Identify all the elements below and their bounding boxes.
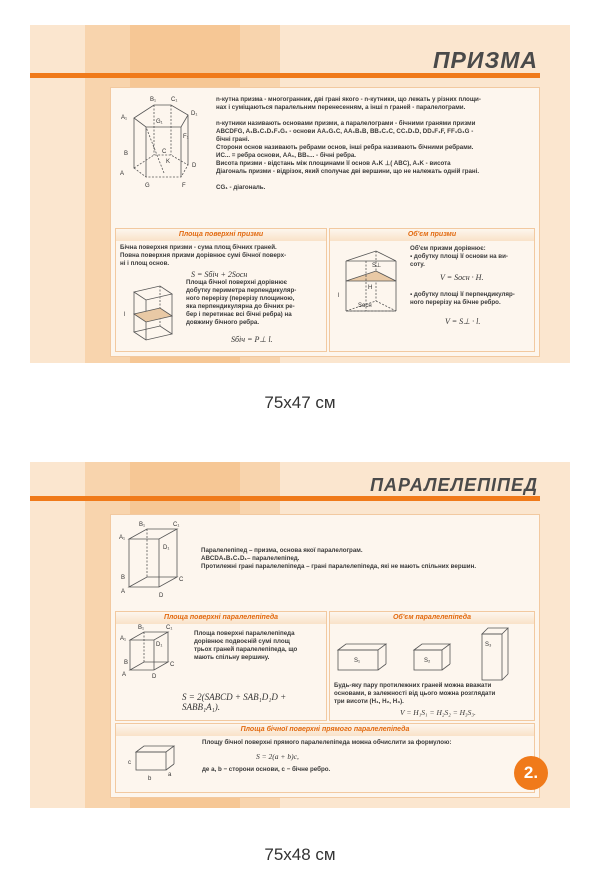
- volume-line: ▪ добутку площі її основи на ви-: [410, 253, 508, 260]
- area-line: мають спільну вершину.: [194, 654, 270, 661]
- svg-text:H: H: [368, 285, 373, 291]
- definition-line: Діагональ призми - відрізок, який сполучає дві вершини, що не належать одній грані.: [216, 168, 480, 175]
- definition-line: ABCDA₁B₁C₁D₁– паралелепіпед.: [201, 555, 300, 562]
- svg-text:A: A: [121, 589, 126, 595]
- svg-text:B₁: B₁: [150, 97, 157, 103]
- area-text-2: [186, 279, 324, 327]
- area-line: ні і площ основ.: [120, 260, 170, 267]
- svg-text:D₁: D₁: [191, 111, 198, 117]
- parallelepiped-definition: [201, 547, 535, 571]
- area-line: яка перпендикулярна до бічних ре-: [186, 303, 295, 310]
- volume-text-2: [410, 291, 532, 307]
- volume-formula: V = H₁S₁ = H₂S₂ = H₃S₃.: [400, 708, 476, 717]
- section-header: Площа поверхні паралелепіпеда: [116, 612, 326, 624]
- area-figure: [122, 626, 182, 686]
- definition-line: ИС... = ребра основи, AA₁, BB₁... - бічні ребра.: [216, 152, 357, 159]
- prism-volume-figure: [336, 247, 406, 327]
- definition-line: CG₁ - діагональ.: [216, 184, 266, 191]
- definition-line: ABCDFG, A₁B₁C₁D₁F₁G₁ - основи AA₁G₁C, AA₁B₁B, BB₁C₁C, CC₁D₁D, DD₁F₁F, FF₁G₁G -: [216, 128, 474, 135]
- svg-text:G₁: G₁: [156, 119, 163, 125]
- prism-definition: [216, 96, 534, 192]
- svg-text:A₁: A₁: [119, 535, 126, 541]
- area-line: трьох граней паралелепіпеда, що: [194, 646, 298, 653]
- area-line: Площа поверхні паралелепіпеда: [194, 630, 295, 637]
- volume-line: ▪ добутку площі її перпендикуляр-: [410, 291, 515, 298]
- area-line: добутку периметра перпендикуляр-: [186, 287, 297, 294]
- prism-section-figure: [122, 284, 182, 344]
- svg-text:C: C: [179, 577, 184, 583]
- svg-text:b: b: [148, 776, 152, 782]
- area-line: довжину бічного ребра.: [186, 319, 260, 326]
- svg-text:D₁: D₁: [156, 642, 163, 648]
- poster-title: ПАРАЛЕЛЕПІПЕД: [370, 475, 538, 495]
- definition-line: n-кутники називають основами призми, а паралелограми - бічними гранями призми: [216, 120, 476, 127]
- svg-text:C₁: C₁: [173, 522, 180, 528]
- area-line: Бічна поверхня призми - сума площ бічних граней.: [120, 244, 277, 251]
- parallelepiped-area-panel: [115, 611, 327, 721]
- title-rule: [30, 73, 540, 78]
- svg-text:A: A: [120, 171, 125, 177]
- svg-text:B₁: B₁: [139, 522, 146, 528]
- volume-line: три висоти (H₁, H₂, H₃).: [334, 698, 404, 705]
- prism-volume-panel: [329, 228, 535, 352]
- area-line: бер і перетинає всі бічні ребра) на: [186, 311, 292, 318]
- area-formula: S = Sбіч + 2Sосн: [191, 270, 248, 279]
- poster-title: ПРИЗМА: [433, 47, 538, 73]
- section-header: Об'єм призми: [330, 229, 534, 241]
- area-line: дорівнює подвоєній сумі площ: [194, 638, 290, 645]
- content-panel: [110, 87, 540, 357]
- definition-line: Сторони основ називають ребрами основ, інші ребра називають бічними ребрами.: [216, 144, 474, 151]
- definition-line: [216, 176, 534, 184]
- prism-area-panel: [115, 228, 327, 352]
- svg-text:B: B: [121, 575, 126, 581]
- svg-text:F: F: [182, 183, 186, 189]
- parallelepiped-volume-panel: [329, 611, 535, 721]
- svg-text:C₁: C₁: [166, 625, 173, 631]
- volume-line: соту.: [410, 261, 425, 268]
- svg-text:S₁: S₁: [354, 658, 361, 664]
- volume-line: ного перерізу на бічне ребро.: [410, 299, 501, 306]
- svg-text:A₁: A₁: [121, 115, 128, 121]
- svg-text:l: l: [124, 312, 126, 318]
- poster-parallelepiped: [30, 462, 570, 808]
- content-panel: [110, 514, 540, 798]
- svg-text:D: D: [152, 674, 157, 680]
- svg-text:A₁: A₁: [120, 636, 127, 642]
- lateral-surface-panel: [115, 723, 535, 793]
- lateral-formula: S = 2(a + b)c,: [256, 752, 299, 761]
- svg-text:B: B: [124, 151, 129, 157]
- section-header: Об'єм паралелепіпеда: [330, 612, 534, 624]
- section-header: Площа поверхні призми: [116, 229, 326, 241]
- definition-line: Протилежні грані паралелепіпеда – грані паралелепіпеда, які не мають спільних вершин.: [201, 563, 477, 570]
- volume-line: Будь-яку пару протилежних граней можна вважати: [334, 682, 492, 689]
- svg-text:S₂: S₂: [424, 658, 431, 664]
- volume-text: [334, 682, 530, 706]
- area-formula: S = 2(SABCD + SAB₁D₁D + SABB₁A₁).: [182, 692, 287, 712]
- section-header: Площа бічної поверхні прямого паралелепіпеда: [116, 724, 534, 736]
- svg-text:S⊥: S⊥: [372, 263, 382, 269]
- svg-text:c: c: [128, 760, 131, 766]
- svg-text:D: D: [159, 593, 164, 599]
- definition-line: [216, 112, 534, 120]
- area-text: [120, 244, 324, 268]
- definition-line: Висота призми - відстань між площинами її основ A₁K ⊥( ABC), A₁K - висота: [216, 160, 451, 167]
- svg-text:l: l: [338, 293, 340, 299]
- svg-text:Sосн: Sосн: [358, 303, 372, 309]
- svg-text:B: B: [124, 660, 129, 666]
- svg-text:C: C: [170, 662, 175, 668]
- lateral-line: Площу бічної поверхні прямого паралелепіпеда можна обчислити за формулою:: [202, 739, 452, 746]
- definition-line: Паралелепіпед – призма, основа якої паралелограм.: [201, 547, 363, 554]
- volume-formula-2: V = S⊥ · l.: [445, 317, 481, 326]
- svg-text:C₁: C₁: [171, 97, 178, 103]
- title-rule: [30, 496, 540, 501]
- lateral-note: де a, b − сторони основи, c − бічне ребро.: [202, 766, 331, 773]
- svg-text:D: D: [192, 163, 197, 169]
- area-line: Повна поверхня призми дорівнює сумі бічної поверх-: [120, 252, 287, 259]
- svg-text:K: K: [166, 159, 171, 165]
- area-text: [194, 630, 324, 662]
- poster-size-label: 75x48 см: [264, 845, 336, 864]
- svg-text:a: a: [168, 772, 172, 778]
- svg-text:F₁: F₁: [183, 134, 189, 140]
- box-figure: [126, 742, 186, 782]
- definition-line: нах і суміщаються паралельним перенесенням, а інші n граней - паралелограми.: [216, 104, 466, 111]
- volume-line: основами, в залежності від цього можна розглядати: [334, 690, 496, 697]
- poster-prism: [30, 25, 570, 363]
- lateral-area-formula: Sбіч = P⊥ l.: [231, 335, 273, 344]
- volume-formula: V = Sосн · H.: [440, 273, 484, 282]
- svg-text:C: C: [162, 149, 167, 155]
- svg-text:G: G: [145, 183, 150, 189]
- lateral-text: [202, 739, 532, 747]
- volume-text: [410, 245, 532, 269]
- svg-text:D₁: D₁: [163, 545, 170, 551]
- poster-size-label: 75x47 см: [264, 393, 336, 412]
- poster-number-badge: 2.: [514, 756, 548, 790]
- svg-text:A: A: [122, 672, 127, 678]
- prism-figure: [116, 93, 216, 193]
- volume-figures: [332, 626, 532, 686]
- area-line: Площа бічної поверхні дорівнює: [186, 279, 288, 286]
- volume-line: Об'єм призми дорівнює:: [410, 245, 486, 252]
- definition-line: бічні грані.: [216, 136, 250, 143]
- area-line: ного перерізу (перерізу площиною,: [186, 295, 295, 302]
- parallelepiped-figure: [117, 521, 187, 601]
- definition-line: n-кутна призма - многогранник, дві грані якого - n-кутники, що лежать у різних площи-: [216, 96, 481, 103]
- svg-text:S₃: S₃: [485, 642, 492, 648]
- svg-text:B₁: B₁: [138, 625, 145, 631]
